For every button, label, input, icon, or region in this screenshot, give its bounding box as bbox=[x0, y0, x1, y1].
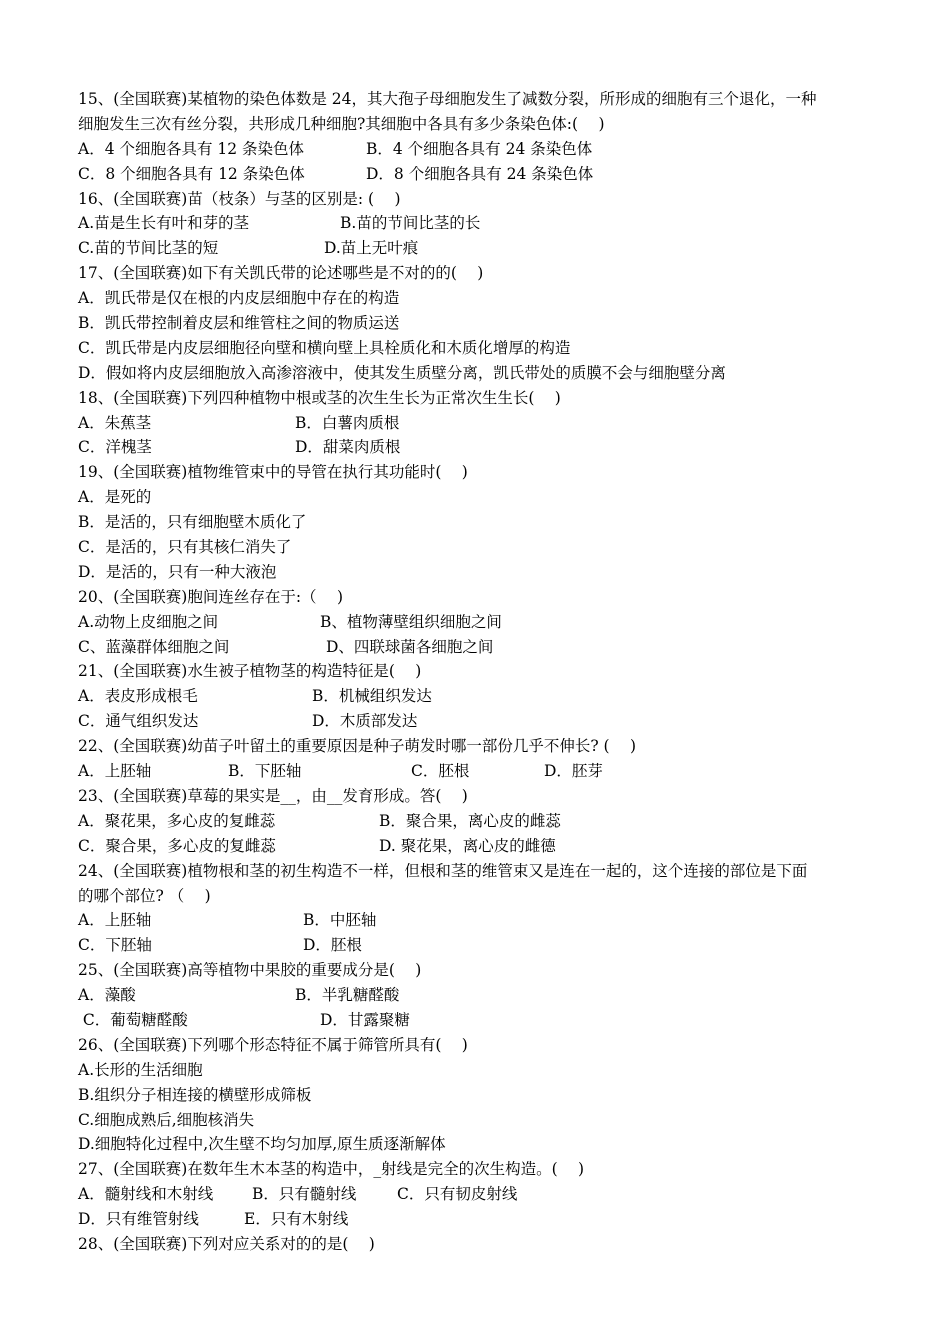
answer-option: D、四联球菌各细胞之间 bbox=[326, 637, 494, 656]
text-line: D．假如将内皮层细胞放入高渗溶液中，使其发生质壁分离，凯氏带处的质膜不会与细胞壁分离 bbox=[78, 363, 726, 382]
answer-option: D.苗上无叶痕 bbox=[324, 239, 419, 258]
answer-option: B．机械组织发达 bbox=[312, 687, 432, 706]
answer-option: D．甘露聚糖 bbox=[320, 1010, 410, 1029]
answer-option: C．洋槐茎 bbox=[78, 438, 152, 457]
option-line bbox=[78, 1207, 878, 1232]
answer-option: A．髓射线和木射线 bbox=[78, 1185, 214, 1204]
answer-option: A.动物上皮细胞之间 bbox=[78, 612, 219, 631]
text-line: D.细胞特化过程中,次生壁不均匀加厚,原生质逐渐解体 bbox=[78, 1135, 446, 1154]
text-line: C.细胞成熟后,细胞核消失 bbox=[78, 1110, 255, 1129]
answer-option: C．聚合果，多心皮的复雌蕊 bbox=[78, 836, 276, 855]
answer-option: C．胚根 bbox=[411, 762, 470, 781]
answer-option: A．藻酸 bbox=[78, 986, 136, 1005]
answer-option: A．朱蕉茎 bbox=[78, 413, 152, 432]
answer-option: C．8 个细胞各具有 12 条染色体 bbox=[78, 164, 305, 183]
text-line: 27、(全国联赛)在数年生木本茎的构造中，_射线是完全的次生构造。( ) bbox=[78, 1160, 585, 1179]
answer-option: B．白薯肉质根 bbox=[295, 413, 400, 432]
text-line: 20、(全国联赛)胞间连丝存在于:（ ) bbox=[78, 587, 344, 606]
answer-option: D．木质部发达 bbox=[312, 712, 418, 731]
text-line: B．凯氏带控制着皮层和维管柱之间的物质运送 bbox=[78, 314, 400, 333]
answer-option: B．下胚轴 bbox=[228, 762, 302, 781]
option-line bbox=[78, 211, 878, 236]
answer-option: B．聚合果，离心皮的雌蕊 bbox=[379, 811, 561, 830]
answer-option: B．中胚轴 bbox=[303, 911, 377, 930]
option-line bbox=[78, 759, 878, 784]
answer-option: A．表皮形成根毛 bbox=[78, 687, 198, 706]
option-line bbox=[78, 684, 878, 709]
text-line: 26、(全国联赛)下列哪个形态特征不属于筛管所具有( ) bbox=[78, 1035, 468, 1054]
answer-option: D．胚芽 bbox=[544, 762, 603, 781]
answer-option: A.苗是生长有叶和芽的茎 bbox=[78, 214, 250, 233]
text-line: 24、(全国联赛)植物根和茎的初生构造不一样，但根和茎的维管束又是连在一起的，这个连接的部位是下面 bbox=[78, 861, 808, 880]
option-line bbox=[78, 1008, 878, 1033]
answer-option: D．8 个细胞各具有 24 条染色体 bbox=[366, 164, 594, 183]
option-line bbox=[78, 137, 878, 162]
answer-option: B．4 个细胞各具有 24 条染色体 bbox=[366, 139, 593, 158]
option-line bbox=[78, 908, 878, 933]
answer-option: D. 聚花果，离心皮的雌德 bbox=[379, 836, 556, 855]
text-line: 19、(全国联赛)植物维管束中的导管在执行其功能时( ) bbox=[78, 463, 468, 482]
text-line: B.组织分子相连接的横壁形成筛板 bbox=[78, 1085, 312, 1104]
answer-option: B.苗的节间比茎的长 bbox=[340, 214, 481, 233]
text-line: B．是活的，只有细胞壁木质化了 bbox=[78, 513, 307, 532]
option-line bbox=[78, 610, 878, 635]
answer-option: A．上胚轴 bbox=[78, 911, 152, 930]
answer-option: E．只有木射线 bbox=[244, 1210, 349, 1229]
text-line: D．是活的，只有一种大液泡 bbox=[78, 562, 277, 581]
option-line bbox=[78, 809, 878, 834]
answer-option: B、植物薄壁组织细胞之间 bbox=[320, 612, 502, 631]
text-line: C．是活的，只有其核仁消失了 bbox=[78, 538, 292, 557]
option-line bbox=[78, 834, 878, 859]
document-body bbox=[78, 87, 878, 1257]
option-line bbox=[78, 983, 878, 1008]
answer-option: C、蓝藻群体细胞之间 bbox=[78, 637, 230, 656]
text-line: 23、(全国联赛)草莓的果实是__，由__发育形成。答( ) bbox=[78, 786, 468, 805]
answer-option: A．上胚轴 bbox=[78, 762, 152, 781]
option-line bbox=[78, 933, 878, 958]
answer-option: D．胚根 bbox=[303, 936, 362, 955]
option-line bbox=[78, 435, 878, 460]
text-line: A．是死的 bbox=[78, 488, 152, 507]
option-line bbox=[78, 1182, 878, 1207]
answer-option: A．聚花果，多心皮的复雌蕊 bbox=[78, 811, 276, 830]
answer-option: C．下胚轴 bbox=[78, 936, 152, 955]
answer-option: A．4 个细胞各具有 12 条染色体 bbox=[78, 139, 305, 158]
text-line: 21、(全国联赛)水生被子植物茎的构造特征是( ) bbox=[78, 662, 422, 681]
answer-option: C.苗的节间比茎的短 bbox=[78, 239, 219, 258]
option-line bbox=[78, 709, 878, 734]
text-line: 18、(全国联赛)下列四种植物中根或茎的次生生长为正常次生生长( ) bbox=[78, 388, 561, 407]
answer-option: B．只有髓射线 bbox=[252, 1185, 357, 1204]
option-line bbox=[78, 635, 878, 660]
answer-option: D．甜菜肉质根 bbox=[295, 438, 401, 457]
answer-option: C．葡萄糖醛酸 bbox=[78, 1010, 188, 1029]
text-line: 17、(全国联赛)如下有关凯氏带的论述哪些是不对的的( ) bbox=[78, 264, 484, 283]
text-line: 28、(全国联赛)下列对应关系对的的是( ) bbox=[78, 1234, 375, 1253]
option-line bbox=[78, 411, 878, 436]
text-line: A.长形的生活细胞 bbox=[78, 1060, 203, 1079]
text-line: 22、(全国联赛)幼苗子叶留土的重要原因是种子萌发时哪一部份几乎不伸长? ( ) bbox=[78, 737, 637, 756]
text-line: 15、(全国联赛)某植物的染色体数是 24，其大孢子母细胞发生了减数分裂，所形成的细胞有三个退化，一种 bbox=[78, 90, 817, 108]
answer-option: C．只有韧皮射线 bbox=[397, 1185, 518, 1204]
text-line: A．凯氏带是仅在根的内皮层细胞中存在的构造 bbox=[78, 289, 400, 308]
text-line: 的哪个部位? （ ) bbox=[78, 886, 211, 905]
option-line bbox=[78, 236, 878, 261]
text-line: 16、(全国联赛)苗（枝条）与茎的区别是: ( ) bbox=[78, 189, 401, 208]
answer-option: D．只有维管射线 bbox=[78, 1210, 199, 1229]
text-line: 25、(全国联赛)高等植物中果胶的重要成分是( ) bbox=[78, 961, 422, 980]
text-line: 细胞发生三次有丝分裂，共形成几种细胞?其细胞中各具有多少条染色体:( ) bbox=[78, 114, 605, 133]
text-line: C．凯氏带是内皮层细胞径向壁和横向壁上具栓质化和木质化增厚的构造 bbox=[78, 338, 571, 357]
answer-option: C．通气组织发达 bbox=[78, 712, 199, 731]
answer-option: B．半乳糖醛酸 bbox=[295, 986, 400, 1005]
option-line bbox=[78, 162, 878, 187]
